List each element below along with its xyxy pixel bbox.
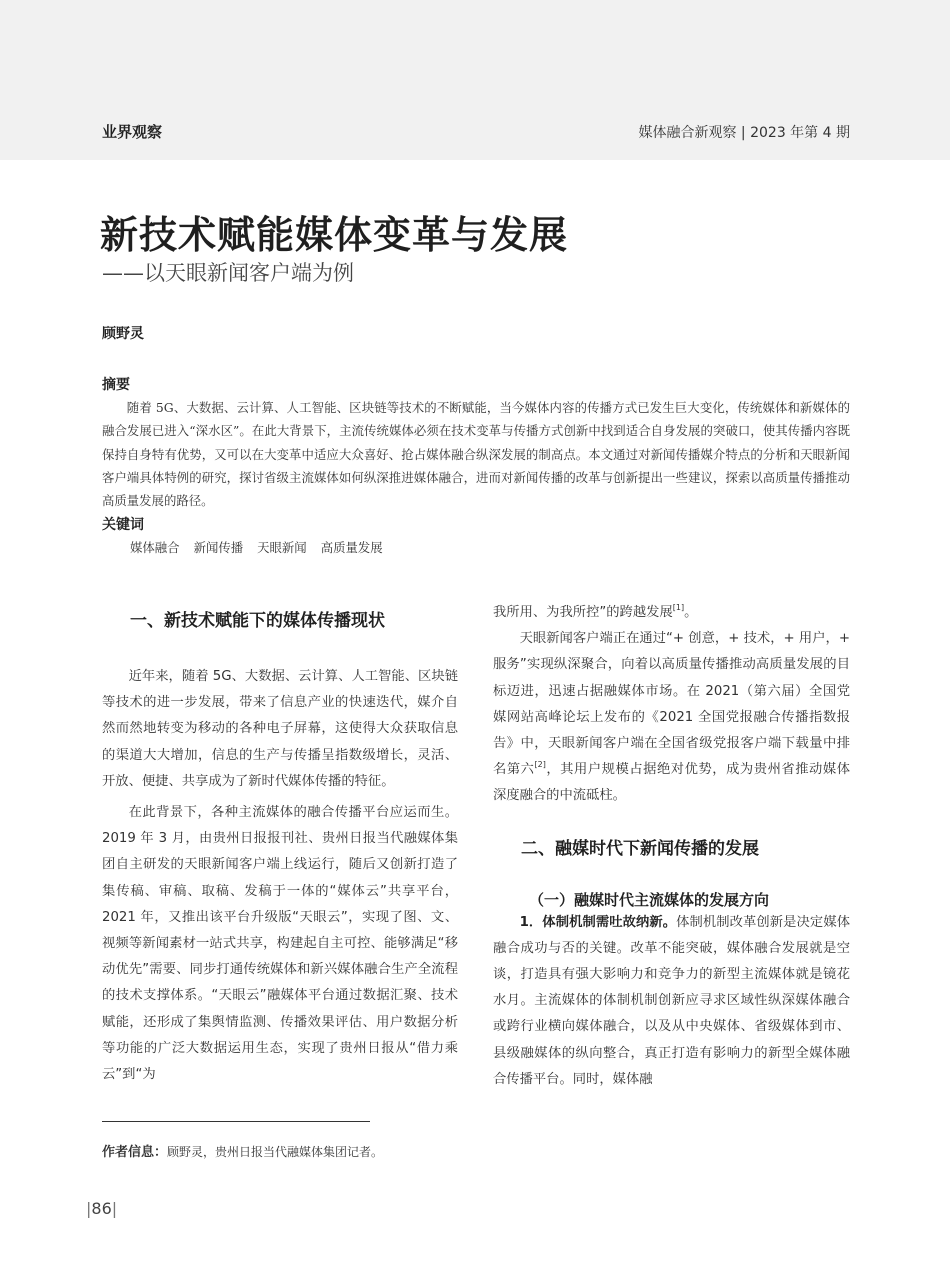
abstract-text: 随着 5G、大数据、云计算、人工智能、区块链等技术的不断赋能，当今媒体内容的传播方式已发生巨大变化，传统媒体和新媒体的融合发展已进入“深水区”。在此大背景下，主流传统媒体必须在技术变革与传播方式创新中找到适合自身发展的突破口，使其传播内容既保持自身特有优势，又可以在大变革中适应大众喜好、抢占媒体融合纵深发展的制高点。本文通过对新闻传播媒介特点的分析和天眼新闻客户端具体特例的研究，探讨省级主流媒体如何纵深推进媒体融合，进而对新闻传播的改革与创新提出一些建议，探索以高质量传播推动高质量发展的路径。 [102,400,850,509]
paragraph-2-continued-text: 我所用、为我所控”的跨越发展 [493,605,673,620]
abstract-label: 摘要 [102,377,130,393]
footnote-text: 顾野灵，贵州日报当代融媒体集团记者。 [167,1145,384,1159]
keyword: 高质量发展 [320,540,383,555]
keyword: 新闻传播 [193,540,244,555]
footnote [102,1141,383,1160]
paragraph-3-text-b: ，其用户规模占据绝对优势，成为贵州省推动媒体深度融合的中流砥柱。 [493,762,851,804]
keywords-label: 关键词 [102,517,144,533]
author-name: 顾野灵 [102,326,144,342]
paragraph-4 [493,910,850,1093]
article-subtitle: ——以天眼新闻客户端为例 [102,261,354,285]
page-bar-right: | [111,1199,118,1218]
section-2-heading: 二、融媒时代下新闻传播的发展 [521,838,759,859]
section-1-heading: 一、新技术赋能下的媒体传播现状 [130,611,385,631]
citation-ref: [2] [534,760,546,770]
keyword: 天眼新闻 [257,540,307,555]
journal-info: 媒体融合新观察 | 2023 年第 4 期 [638,125,850,141]
keyword: 媒体融合 [130,540,180,555]
footnote-label: 作者信息： [102,1145,168,1160]
article-title: 新技术赋能媒体变革与发展 [100,213,569,257]
paragraph-4-lead: 1．体制机制需吐故纳新。 [519,914,677,930]
paragraph-2: 在此背景下，各种主流媒体的融合传播平台应运而生。2019 年 3 月，由贵州日报报刊社、贵州日报当代融媒体集团自主研发的天眼新闻客户端上线运行，随后又创新打造了集传稿、审稿、取稿、发稿于一体的“媒体云”共享平台，2021 年，又推出该平台升级版“天眼云”，实现了图、文、视频等新闻素材一站式共享，构建起自主可控、能够满足“移动优先”需要、同步打通传统媒体和新兴媒体融合生产全流程的技术支撑体系。“天眼云”融媒体平台通过数据汇聚、技术赋能，还形成了集舆情监测、传播效果评估、用户数据分析等功能的广泛大数据运用生态，实现了贵州日报从“借力乘云”到“为 [102,805,458,1083]
paragraph-1: 近年来，随着 5G、大数据、云计算、人工智能、区块链等技术的进一步发展，带来了信息产业的快速迭代，媒介自然而然地转变为移动的各种电子屏幕，这使得大众获取信息的渠道大大增加，信息的生产与传播呈指数级增长，灵活、开放、便捷、共享成为了新时代媒体传播的特征。 [102,669,458,789]
left-column [102,606,458,1088]
keywords-list [130,538,383,556]
right-column [493,603,851,1093]
paragraph-4-text: 体制机制改革创新是决定媒体融合成功与否的关键。改革不能突破，媒体融合发展就是空谈，打造具有强大影响力和竞争力的新型主流媒体就是镜花水月。主流媒体的体制机制创新应寻求区域性纵深媒体融合或跨行业横向媒体融合，以及从中央媒体、省级媒体到市、县级融媒体的纵向整合，真正打造有影响力的新型全媒体融合传播平台。同时，媒体融 [493,914,850,1087]
page-number [86,1199,117,1218]
paragraph-2-continued [493,600,850,626]
page-number-value: 86 [91,1199,112,1218]
page-bar-left: | [86,1199,92,1218]
paragraph-3-text-a: 天眼新闻客户端正在通过“+ 创意，+ 技术，+ 用户，+ 服务”实现纵深聚合，向着以高质量传播推动高质量发展的目标迈进，迅速占据融媒体市场。在 2021（第六届）全国党媒网站高峰论坛上发布的《2021 全国党报融合传播指数报告》中，天眼新闻客户端在全国省级党报客户端下载量中排名第六 [493,631,850,778]
subsection-1-heading: （一）融媒时代主流媒体的发展方向 [529,890,770,909]
paragraph-3 [493,626,850,809]
paragraph-2-continued-end: 。 [684,605,698,620]
citation-ref: [1] [672,603,685,612]
footnote-divider [102,1121,370,1122]
section-label: 业界观察 [102,123,163,141]
